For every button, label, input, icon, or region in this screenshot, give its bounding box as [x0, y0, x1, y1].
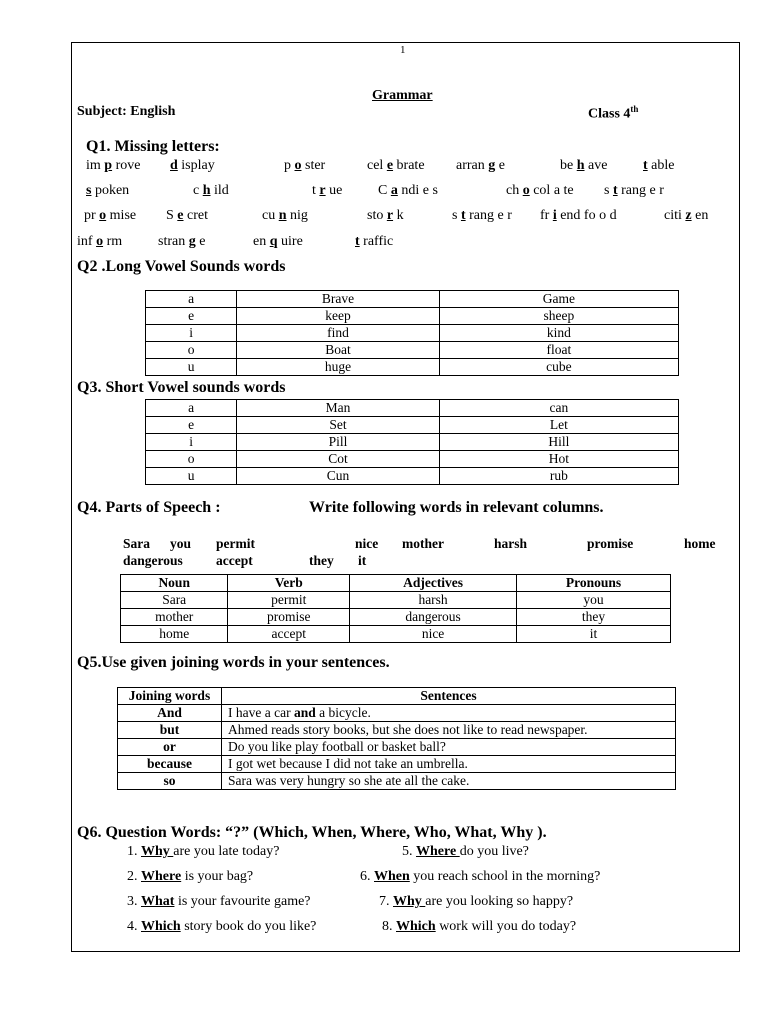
- column-header: Verb: [228, 575, 350, 592]
- question-word-answer: When: [374, 869, 410, 884]
- missing-letter: h: [576, 158, 585, 173]
- word-bank-item: home: [684, 536, 716, 551]
- missing-letter: t: [612, 183, 618, 198]
- subject-label: Subject: English: [77, 104, 176, 119]
- word-bank-item: nice: [355, 536, 379, 551]
- table-row: [118, 722, 676, 739]
- table-row: [146, 400, 679, 417]
- question-item: 4. Which story book do you like?: [127, 919, 317, 934]
- joining-word: And: [118, 705, 222, 722]
- table-cell: Let: [439, 417, 678, 434]
- table-cell: o: [146, 451, 237, 468]
- table-header-row: [118, 688, 676, 705]
- short-vowel-table: [145, 399, 679, 485]
- page-title: Grammar: [372, 88, 433, 103]
- missing-letter-word: inf o rm: [77, 234, 123, 249]
- missing-letter: o: [294, 158, 302, 173]
- question-item: 1. Why are you late today?: [127, 844, 280, 859]
- missing-letter: r: [319, 183, 326, 198]
- missing-letter-word: S e cret: [166, 208, 208, 223]
- sentence: Do you like play football or basket ball?: [222, 739, 676, 756]
- table-cell: a: [146, 400, 237, 417]
- table-cell: nice: [350, 626, 517, 643]
- column-header: Noun: [121, 575, 228, 592]
- joining-word: but: [118, 722, 222, 739]
- word-bank-item: Sara: [123, 536, 150, 551]
- q4-instruction: Write following words in relevant columns.: [309, 499, 604, 516]
- missing-letter: z: [685, 208, 692, 223]
- question-item: 8. Which work will you do today?: [382, 919, 577, 934]
- table-cell: accept: [228, 626, 350, 643]
- table-cell: e: [146, 308, 237, 325]
- missing-letter: t: [355, 234, 360, 249]
- table-row: [146, 417, 679, 434]
- table-row: [146, 359, 679, 376]
- missing-letter: h: [202, 183, 211, 198]
- column-header: Sentences: [222, 688, 676, 705]
- q3-heading: Q3. Short Vowel sounds words: [77, 379, 286, 396]
- word-bank-item: harsh: [494, 536, 528, 551]
- table-cell: float: [439, 342, 678, 359]
- table-cell: promise: [228, 609, 350, 626]
- missing-letter-word: en q uire: [253, 234, 303, 249]
- missing-letter-word: cu n nig: [262, 208, 308, 223]
- missing-letter-word: pr o mise: [84, 208, 137, 223]
- table-cell: Hill: [439, 434, 678, 451]
- missing-letter: t: [643, 158, 648, 173]
- missing-letter-word: citi z en: [664, 208, 709, 223]
- table-cell: Pill: [237, 434, 440, 451]
- class-label: Class 4th: [588, 104, 639, 122]
- question-item: 6. When you reach school in the morning?: [360, 869, 601, 884]
- table-cell: permit: [228, 592, 350, 609]
- missing-letter: i: [552, 208, 557, 223]
- table-cell: Game: [439, 291, 678, 308]
- table-cell: you: [517, 592, 671, 609]
- table-row: [146, 342, 679, 359]
- table-cell: Cot: [237, 451, 440, 468]
- table-cell: Hot: [439, 451, 678, 468]
- missing-letter: g: [488, 158, 496, 173]
- table-cell: u: [146, 359, 237, 376]
- missing-letter: n: [278, 208, 287, 223]
- page-number: 1: [400, 44, 406, 56]
- missing-letter-word: cel e brate: [367, 158, 425, 173]
- missing-letter-word: s poken: [86, 183, 130, 198]
- question-word-answer: What: [141, 894, 175, 909]
- table-cell: find: [237, 325, 440, 342]
- missing-letter-word: C a ndi e s: [378, 183, 438, 198]
- table-row: [146, 291, 679, 308]
- table-cell: Sara: [121, 592, 228, 609]
- table-cell: e: [146, 417, 237, 434]
- parts-of-speech-table: [120, 574, 671, 643]
- question-word-answer: Where: [141, 869, 182, 884]
- table-row: [118, 756, 676, 773]
- missing-letter-word: p o ster: [284, 158, 326, 173]
- sentence: Sara was very hungry so she ate all the cake.: [222, 773, 676, 790]
- joining-words-table: [117, 687, 676, 790]
- missing-letter-word: im p rove: [86, 158, 141, 173]
- question-word-answer: Which: [141, 919, 181, 934]
- joining-word: or: [118, 739, 222, 756]
- table-row: [146, 308, 679, 325]
- word-bank-item: dangerous: [123, 553, 183, 568]
- missing-letter-word: arran g e: [456, 158, 505, 173]
- table-cell: keep: [237, 308, 440, 325]
- joining-word-in-sentence: and: [293, 705, 316, 720]
- missing-letter: a: [390, 183, 398, 198]
- table-cell: u: [146, 468, 237, 485]
- column-header: Pronouns: [517, 575, 671, 592]
- missing-letter: q: [269, 234, 278, 249]
- missing-letter: p: [104, 158, 113, 173]
- missing-letter-word: s t rang e r: [604, 183, 664, 198]
- table-cell: home: [121, 626, 228, 643]
- word-bank-item: promise: [587, 536, 634, 551]
- table-cell: mother: [121, 609, 228, 626]
- missing-letter: o: [96, 234, 104, 249]
- table-cell: i: [146, 434, 237, 451]
- missing-letter-word: ch o col a te: [506, 183, 574, 198]
- table-row: [118, 739, 676, 756]
- missing-letter-word: t able: [643, 158, 675, 173]
- table-cell: Man: [237, 400, 440, 417]
- table-row: [121, 592, 671, 609]
- table-cell: cube: [439, 359, 678, 376]
- table-cell: Brave: [237, 291, 440, 308]
- table-header-row: [121, 575, 671, 592]
- page-border: [71, 42, 740, 952]
- joining-word: so: [118, 773, 222, 790]
- question-item: 7. Why are you looking so happy?: [379, 894, 574, 909]
- question-word-answer: Which: [396, 919, 436, 934]
- missing-letter-word: sto r k: [367, 208, 404, 223]
- missing-letter: r: [386, 208, 394, 223]
- sentence: I got wet because I did not take an umbrella.: [222, 756, 676, 773]
- table-row: [146, 325, 679, 342]
- table-cell: harsh: [350, 592, 517, 609]
- missing-letter-word: stran g e: [158, 234, 206, 249]
- table-cell: dangerous: [350, 609, 517, 626]
- column-header: Adjectives: [350, 575, 517, 592]
- table-cell: huge: [237, 359, 440, 376]
- table-cell: rub: [439, 468, 678, 485]
- missing-letter: o: [522, 183, 530, 198]
- question-word-answer: Where: [416, 844, 460, 859]
- table-row: [118, 773, 676, 790]
- question-word-answer: Why: [393, 894, 426, 909]
- missing-letter-word: s t rang e r: [452, 208, 512, 223]
- missing-letter-word: fr i end fo o d: [540, 208, 617, 223]
- missing-letter: e: [177, 208, 184, 223]
- word-bank-item: you: [170, 536, 192, 551]
- table-row: [118, 705, 676, 722]
- question-item: 2. Where is your bag?: [127, 869, 254, 884]
- sentence: Ahmed reads story books, but she does not like to read newspaper.: [222, 722, 676, 739]
- word-bank-item: permit: [216, 536, 255, 551]
- table-cell: it: [517, 626, 671, 643]
- table-cell: a: [146, 291, 237, 308]
- q6-heading: Q6. Question Words: “?” (Which, When, Where, Who, What, Why ).: [77, 824, 547, 841]
- question-item: 5. Where do you live?: [402, 844, 529, 859]
- table-cell: sheep: [439, 308, 678, 325]
- missing-letter-word: c h ild: [193, 183, 229, 198]
- word-bank-item: it: [358, 553, 367, 568]
- table-cell: o: [146, 342, 237, 359]
- missing-letter: d: [170, 158, 178, 173]
- q2-heading: Q2 .Long Vowel Sounds words: [77, 258, 286, 275]
- q5-heading: Q5.Use given joining words in your sentences.: [77, 654, 390, 671]
- table-row: [121, 609, 671, 626]
- table-row: [121, 626, 671, 643]
- table-cell: Set: [237, 417, 440, 434]
- table-cell: can: [439, 400, 678, 417]
- missing-letter-word: t r ue: [312, 183, 343, 198]
- table-cell: kind: [439, 325, 678, 342]
- question-word-answer: Why: [141, 844, 174, 859]
- column-header: Joining words: [118, 688, 222, 705]
- table-row: [146, 468, 679, 485]
- missing-letter: s: [86, 183, 92, 198]
- table-cell: Cun: [237, 468, 440, 485]
- missing-letter-word: t raffic: [355, 234, 394, 249]
- missing-letter: g: [188, 234, 196, 249]
- sentence: I have a car and a bicycle.: [222, 705, 676, 722]
- question-item: 3. What is your favourite game?: [127, 894, 311, 909]
- missing-letter: e: [386, 158, 394, 173]
- missing-letter-word: d isplay: [170, 158, 215, 173]
- table-row: [146, 451, 679, 468]
- table-cell: they: [517, 609, 671, 626]
- q4-heading: Q4. Parts of Speech :: [77, 499, 221, 516]
- table-cell: Boat: [237, 342, 440, 359]
- missing-letter: t: [460, 208, 466, 223]
- table-cell: i: [146, 325, 237, 342]
- joining-word: because: [118, 756, 222, 773]
- word-bank-item: mother: [402, 536, 444, 551]
- missing-letter: o: [99, 208, 107, 223]
- word-bank-item: accept: [216, 553, 253, 568]
- word-bank-item: they: [309, 553, 334, 568]
- q1-heading: Q1. Missing letters:: [86, 138, 220, 155]
- missing-letter-word: be h ave: [560, 158, 608, 173]
- long-vowel-table: [145, 290, 679, 376]
- table-row: [146, 434, 679, 451]
